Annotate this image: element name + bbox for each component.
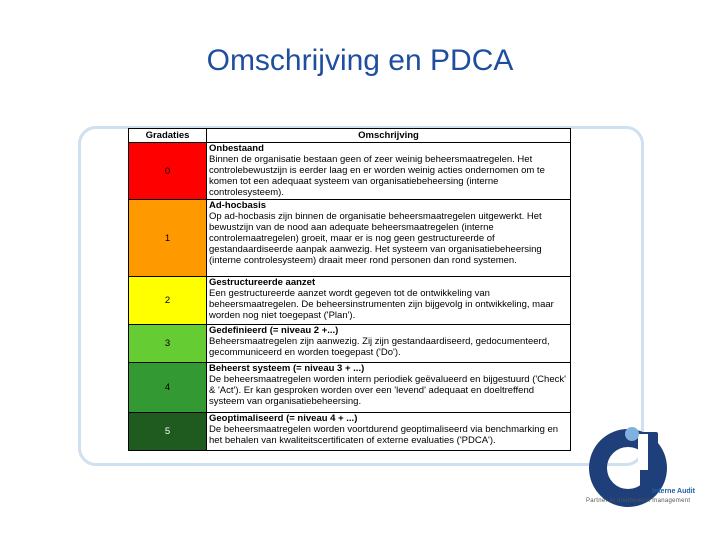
table-row [129,413,571,451]
row-heading: Ad-hocbasis [209,200,267,211]
description-cell [207,277,571,325]
logo-tagline: Partner in doelbewust management [586,498,691,504]
page-title: Omschrijving en PDCA [206,44,514,77]
logo-gap [638,434,648,470]
row-heading: Gestructureerde aanzet [209,277,316,288]
table-row [129,277,571,325]
table-row [129,363,571,413]
header-omschrijving: Omschrijving [207,129,571,143]
table-row [129,325,571,363]
logo-name: Interne Audit [652,488,695,495]
gradaties-table [128,128,571,451]
grade-cell: 3 [129,325,207,363]
logo-dot [625,427,639,441]
grade-cell: 1 [129,200,207,277]
description-cell [207,363,571,413]
table-header-row [129,129,571,143]
row-body: Op ad-hocbasis zijn binnen de organisatie beheersmaatregelen uitgewerkt. Het bewustzijn van de nood aan adequate beheersmaatregelen (interne controlemaatregelen) groeit, maar er is nog geen gestructureerde of gestandaardiseerde aanpak aanwezig. Het systeem van organisatiebeheersing (interne controlesysteem) draait meer rond personen dan rond systemen. [209,211,542,266]
table-row [129,200,571,277]
audit-logo-icon [580,420,710,520]
row-body: Een gestructureerde aanzet wordt gegeven tot de ontwikkeling van beheersmaatregelen. De beheersinstrumenten zijn bijgevolg in ontwikkeling, maar worden nog niet toegepast ('Plan'). [209,288,554,321]
header-gradaties: Gradaties [129,129,207,143]
grade-cell: 5 [129,413,207,451]
table-row [129,143,571,200]
grade-cell: 4 [129,363,207,413]
row-body: Binnen de organisatie bestaan geen of zeer weinig beheersmaatregelen. Het controlebewustzijn is eerder laag en er worden weinig acties ondernomen om te komen tot een adequaat systeem van organisatiebeheersing (interne controlesysteem). [209,154,545,198]
row-body: De beheersmaatregelen worden intern periodiek geëvalueerd en bijgestuurd ('Check' & 'Act'). Er kan gesproken worden over een 'levend' adequaat en doeltreffend systeem van organisatiebeheersing. [209,374,566,407]
grade-cell: 0 [129,143,207,200]
grade-cell: 2 [129,277,207,325]
description-cell [207,413,571,451]
row-heading: Onbestaand [209,143,264,154]
row-heading: Geoptimaliseerd (= niveau 4 + ...) [209,413,358,424]
description-cell [207,325,571,363]
description-cell [207,143,571,200]
row-body: De beheersmaatregelen worden voortdurend geoptimaliseerd via benchmarking en het behalen van kwaliteitscertificaten of externe evaluaties ('PDCA'). [209,424,559,446]
row-heading: Beheerst systeem (= niveau 3 + ...) [209,363,365,374]
row-body: Beheersmaatregelen zijn aanwezig. Zij zijn gestandaardiseerd, gedocumenteerd, gecommuniceerd en worden toegepast ('Do'). [209,336,550,358]
row-heading: Gedefinieerd (= niveau 2 +...) [209,325,339,336]
description-cell [207,200,571,277]
